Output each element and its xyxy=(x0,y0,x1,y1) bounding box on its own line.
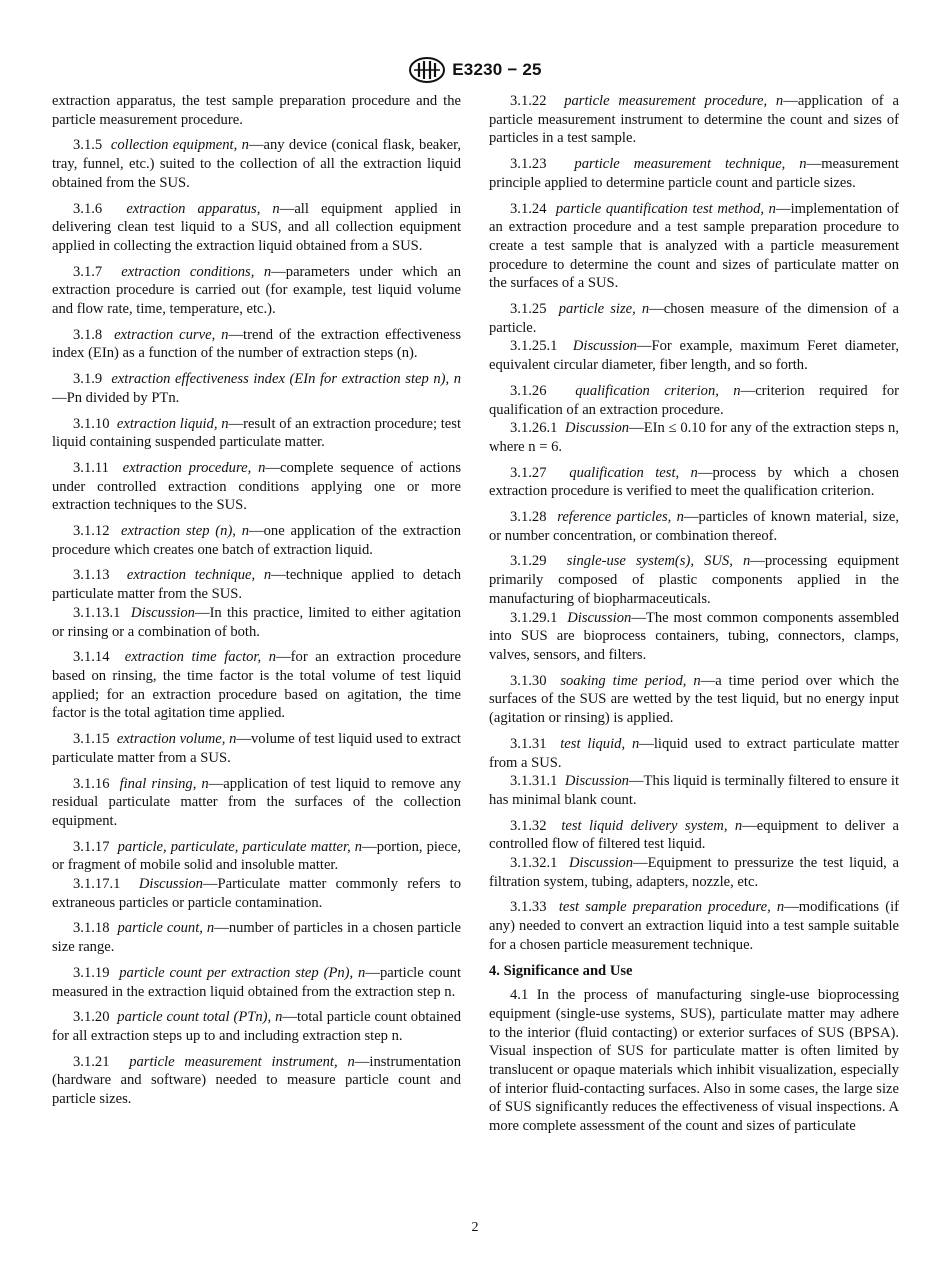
definition-term: extraction technique, n xyxy=(126,567,272,584)
definition-number: 3.1.32.1 xyxy=(510,855,558,872)
definition-number: 3.1.25 xyxy=(510,301,547,318)
definition-term: reference particles, n xyxy=(557,509,684,526)
definition-paragraph xyxy=(489,552,899,608)
definition-text: —application of a particle measurement instrument to determine the count and sizes of particles in a test sample. xyxy=(489,93,899,147)
definition-paragraph xyxy=(52,263,461,319)
definition-paragraph xyxy=(52,566,461,603)
definition-term: extraction volume, n xyxy=(116,731,237,748)
definition-number: 3.1.9 xyxy=(73,371,103,388)
definition-text: —parameters under which an extraction procedure is carried out (for example, test liquid volume and flow rate, time, temperature, etc.). xyxy=(52,263,462,318)
definition-text: —technique applied to detach particulate matter from the SUS. xyxy=(52,567,462,603)
definition-number: 3.1.13 xyxy=(73,567,110,584)
definition-term: Discussion xyxy=(138,876,203,893)
definition-number: 3.1.15 xyxy=(73,731,110,748)
definition-term: Discussion xyxy=(568,855,634,872)
definition-term: particle, particulate, particulate matter, n xyxy=(117,838,363,855)
definition-number: 3.1.29.1 xyxy=(510,609,558,626)
definition-term: particle quantification test method, n xyxy=(555,200,776,217)
definition-paragraph xyxy=(489,155,899,192)
definition-paragraph xyxy=(52,730,461,767)
definition-term: extraction curve, n xyxy=(114,326,229,343)
definition-text: —number of particles in a chosen particle size range. xyxy=(52,920,462,956)
right-column xyxy=(489,92,899,1143)
definition-number: 3.1.12 xyxy=(73,523,110,540)
discussion-paragraph xyxy=(489,772,899,809)
definition-paragraph xyxy=(52,648,461,723)
definition-number: 3.1.6 xyxy=(73,200,103,217)
document-number: E3230 − 25 xyxy=(452,60,542,79)
definition-term: soaking time period, n xyxy=(560,672,701,689)
definition-text: —for an extraction procedure based on rinsing, the time factor is the total volume of test liquid applied; for an extraction procedure based on agitation, the time factor is the total agitation time applied. xyxy=(52,649,461,722)
definition-number: 3.1.17.1 xyxy=(73,876,121,893)
discussion-paragraph xyxy=(52,875,461,912)
definition-number: 3.1.33 xyxy=(510,899,547,916)
definition-term: particle measurement procedure, n xyxy=(564,93,784,109)
definition-number: 3.1.31 xyxy=(510,735,547,752)
definition-paragraph xyxy=(52,1008,461,1045)
definition-text: —trend of the extraction effectiveness index (EIn) as a function of the number of extraction steps (n). xyxy=(52,326,461,362)
definition-paragraph xyxy=(52,522,461,559)
definition-text: —portion, piece, or fragment of mobile solid and insoluble matter. xyxy=(52,838,462,874)
definition-number: 3.1.11 xyxy=(73,459,109,476)
definition-number: 3.1.5 xyxy=(73,137,103,154)
definition-number: 3.1.24 xyxy=(510,200,547,217)
definition-text: —EIn ≤ 0.10 for any of the extraction steps n, where n = 6. xyxy=(489,420,899,455)
definition-term: extraction conditions, n xyxy=(121,263,272,280)
left-column xyxy=(52,92,461,1116)
definition-term: test sample preparation procedure, n xyxy=(558,899,785,916)
page-header xyxy=(0,56,950,84)
definition-paragraph xyxy=(52,200,461,256)
definition-text: —application of test liquid to remove any residual particulate matter from the surfaces of the collection equipment. xyxy=(52,775,462,829)
definition-number: 3.1.19 xyxy=(73,964,110,981)
definition-text: —result of an extraction procedure; test liquid containing suspended particulate matter. xyxy=(52,415,461,451)
definition-term: Discussion xyxy=(572,338,637,355)
definition-text: —particles of known material, size, or number concentration, or combination thereof. xyxy=(489,509,900,544)
definition-term: Discussion xyxy=(564,773,629,790)
definition-number: 3.1.13.1 xyxy=(73,604,121,621)
definition-number: 3.1.8 xyxy=(73,326,103,343)
section-heading: 4. Significance and Use xyxy=(489,962,633,979)
definition-number: 3.1.25.1 xyxy=(510,338,558,355)
definition-paragraph xyxy=(489,735,899,772)
definition-paragraph xyxy=(52,92,461,129)
definition-text: —instrumentation (hardware and software) needed to measure particle count and particle sizes. xyxy=(52,1053,461,1108)
definition-text: —modifications (if any) needed to convert an extraction liquid into a test sample suitable for a chosen particle measurement technique. xyxy=(489,899,900,953)
definition-paragraph xyxy=(489,672,899,728)
definition-term: extraction step (n), n xyxy=(121,523,250,540)
definition-number: 3.1.32 xyxy=(510,817,547,834)
definition-text: —For example, maximum Feret diameter, equivalent circular diameter, fiber length, and so forth. xyxy=(489,338,899,374)
paragraph-text: In the process of manufacturing single-use bioprocessing equipment (single-use systems, SUS), particulate matter may adhere to the interior (fluid contacting) or exterior surfaces of SUS (BPSA). Visual inspection of SUS for particulate matter is often limited by translucent or opaque materials which inhibit visualization, especially of interior fluid-contacting surfaces. Also in some cases, the large size of SUS significantly reduces the effectiveness of visual inspections. A more complete assessment of the count and sizes of particulate xyxy=(489,987,899,1135)
discussion-paragraph xyxy=(52,604,461,641)
definition-term: particle count, n xyxy=(117,920,215,937)
definition-term: extraction liquid, n xyxy=(116,415,229,432)
definition-number: 3.1.10 xyxy=(73,415,110,432)
definition-paragraph xyxy=(52,919,461,956)
definition-number: 3.1.7 xyxy=(73,263,103,280)
definition-term: extraction procedure, n xyxy=(122,459,266,476)
definition-number: 3.1.18 xyxy=(73,920,110,937)
definition-paragraph xyxy=(489,898,899,954)
definition-text: —Equipment to pressurize the test liquid, a filtration system, tubing, adapters, nozzle, etc. xyxy=(489,855,900,890)
definition-paragraph xyxy=(52,370,461,407)
definition-term: particle count total (PTn), n xyxy=(117,1009,283,1026)
definition-number: 3.1.16 xyxy=(73,775,110,792)
definition-number: 3.1.17 xyxy=(73,838,110,855)
definition-paragraph xyxy=(52,415,461,452)
definition-number: 3.1.20 xyxy=(73,1009,110,1026)
definition-term: final rinsing, n xyxy=(119,775,209,792)
definition-paragraph xyxy=(52,326,461,363)
definition-text: —In this practice, limited to either agitation or rinsing or a combination of both. xyxy=(52,604,462,640)
definition-text: —chosen measure of the dimension of a particle. xyxy=(489,301,900,336)
definition-term: particle measurement technique, n xyxy=(574,156,807,173)
definition-text: —Pn divided by PTn. xyxy=(52,389,180,406)
definition-term: particle size, n xyxy=(558,301,650,318)
definition-term: test liquid delivery system, n xyxy=(561,817,743,834)
definition-paragraph xyxy=(489,817,899,854)
definition-term: particle measurement instrument, n xyxy=(129,1053,355,1070)
definition-text: —volume of test liquid used to extract particulate matter from a SUS. xyxy=(52,731,461,766)
definition-term: extraction time factor, n xyxy=(124,649,277,666)
definition-term: Discussion xyxy=(130,604,195,621)
definition-number: 3.1.28 xyxy=(510,509,547,526)
definition-text: —any device (conical flask, beaker, tray, funnel, etc.) suited to the collection of all the extraction liquid obtained from the SUS. xyxy=(52,137,461,191)
definition-text: —all equipment applied in delivering clean test liquid to a SUS, and all collection equipment applied in collecting the extraction liquid obtained from a SUS. xyxy=(52,200,461,254)
section-4-1-paragraph xyxy=(489,986,899,1136)
definition-text: —a time period over which the surfaces of the SUS are wetted by the test liquid, but no energy input (agitation or rinsing) is applied. xyxy=(489,672,899,727)
definition-paragraph xyxy=(52,459,461,515)
definition-term: particle count per extraction step (Pn), n xyxy=(119,964,366,981)
definition-number: 3.1.22 xyxy=(510,93,547,109)
definition-text: —The most common components assembled into SUS are bioprocess containers, tubing, connectors, clamps, valves, sensors, and filters. xyxy=(489,609,899,663)
definition-paragraph xyxy=(489,200,899,294)
definition-text: —complete sequence of actions under controlled extraction conditions applying one or more extraction techniques to the SUS. xyxy=(52,459,462,514)
definition-paragraph xyxy=(52,838,461,875)
definition-text: —total particle count obtained for all extraction steps up to and including extraction step n. xyxy=(52,1009,462,1044)
discussion-paragraph xyxy=(489,337,899,374)
definition-term: extraction effectiveness index (EIn for extraction step n), n xyxy=(111,371,462,388)
definition-text: extraction apparatus, the test sample preparation procedure and the particle measurement procedure. xyxy=(52,93,461,128)
definition-text: —implementation of an extraction procedure and a test sample preparation procedure to create a test sample that is analyzed with a particle measurement procedure to determine the count and sizes of particulate matter on the surfaces of a SUS. xyxy=(489,200,900,292)
definition-number: 3.1.30 xyxy=(510,672,547,689)
astm-logo-icon xyxy=(408,57,446,83)
definition-term: extraction apparatus, n xyxy=(126,200,280,217)
definition-term: Discussion xyxy=(565,420,630,437)
definition-paragraph xyxy=(52,1053,461,1109)
definition-text: —Particulate matter commonly refers to extraneous particles or particle contamination. xyxy=(52,876,462,911)
definition-number: 3.1.14 xyxy=(73,649,110,666)
definition-number: 3.1.23 xyxy=(510,156,547,173)
discussion-paragraph xyxy=(489,419,899,456)
definition-term: Discussion xyxy=(567,609,632,626)
definition-term: qualification test, n xyxy=(569,464,698,481)
definition-number: 3.1.27 xyxy=(510,464,547,481)
definition-text: —process by which a chosen extraction procedure is verified to meet the qualification criterion. xyxy=(489,464,900,500)
definition-paragraph xyxy=(52,136,461,192)
definition-paragraph xyxy=(489,92,899,148)
definition-text: —particle count measured in the extraction liquid obtained from the extraction step n. xyxy=(52,964,462,1000)
discussion-paragraph xyxy=(489,854,899,891)
page-number: 2 xyxy=(471,1220,479,1235)
definition-number: 3.1.26.1 xyxy=(510,420,558,437)
definition-text: —one application of the extraction procedure which creates one batch of extraction liquid. xyxy=(52,523,461,558)
definition-number: 3.1.31.1 xyxy=(510,773,558,790)
definition-text: —This liquid is terminally filtered to ensure it has minimal blank count. xyxy=(489,773,900,808)
definition-text: —measurement principle applied to determine particle count and particle sizes. xyxy=(489,156,899,191)
definition-text: —liquid used to extract particulate matter from a SUS. xyxy=(489,735,899,771)
definition-text: —processing equipment primarily composed of plastic components applied in the manufacturing of biopharmaceuticals. xyxy=(489,553,900,607)
definition-term: single-use system(s), SUS, n xyxy=(566,553,751,570)
definition-paragraph xyxy=(489,508,899,545)
definition-paragraph xyxy=(52,775,461,831)
definition-term: test liquid, n xyxy=(560,735,640,752)
right-definitions xyxy=(489,92,899,955)
definition-paragraph xyxy=(52,964,461,1001)
definition-number: 3.1.26 xyxy=(510,382,547,399)
definition-number: 3.1.21 xyxy=(73,1053,110,1070)
definition-paragraph xyxy=(489,300,899,337)
definition-number: 3.1.29 xyxy=(510,553,547,570)
definition-text: —criterion required for qualification of an extraction procedure. xyxy=(489,382,900,418)
definition-term: qualification criterion, n xyxy=(575,382,741,399)
definition-paragraph xyxy=(489,382,899,419)
definition-paragraph xyxy=(489,464,899,501)
paragraph-number: 4.1 xyxy=(510,987,529,1004)
definition-term: collection equipment, n xyxy=(110,137,249,154)
definition-text: —equipment to deliver a controlled flow of filtered test liquid. xyxy=(489,817,899,853)
discussion-paragraph xyxy=(489,609,899,665)
